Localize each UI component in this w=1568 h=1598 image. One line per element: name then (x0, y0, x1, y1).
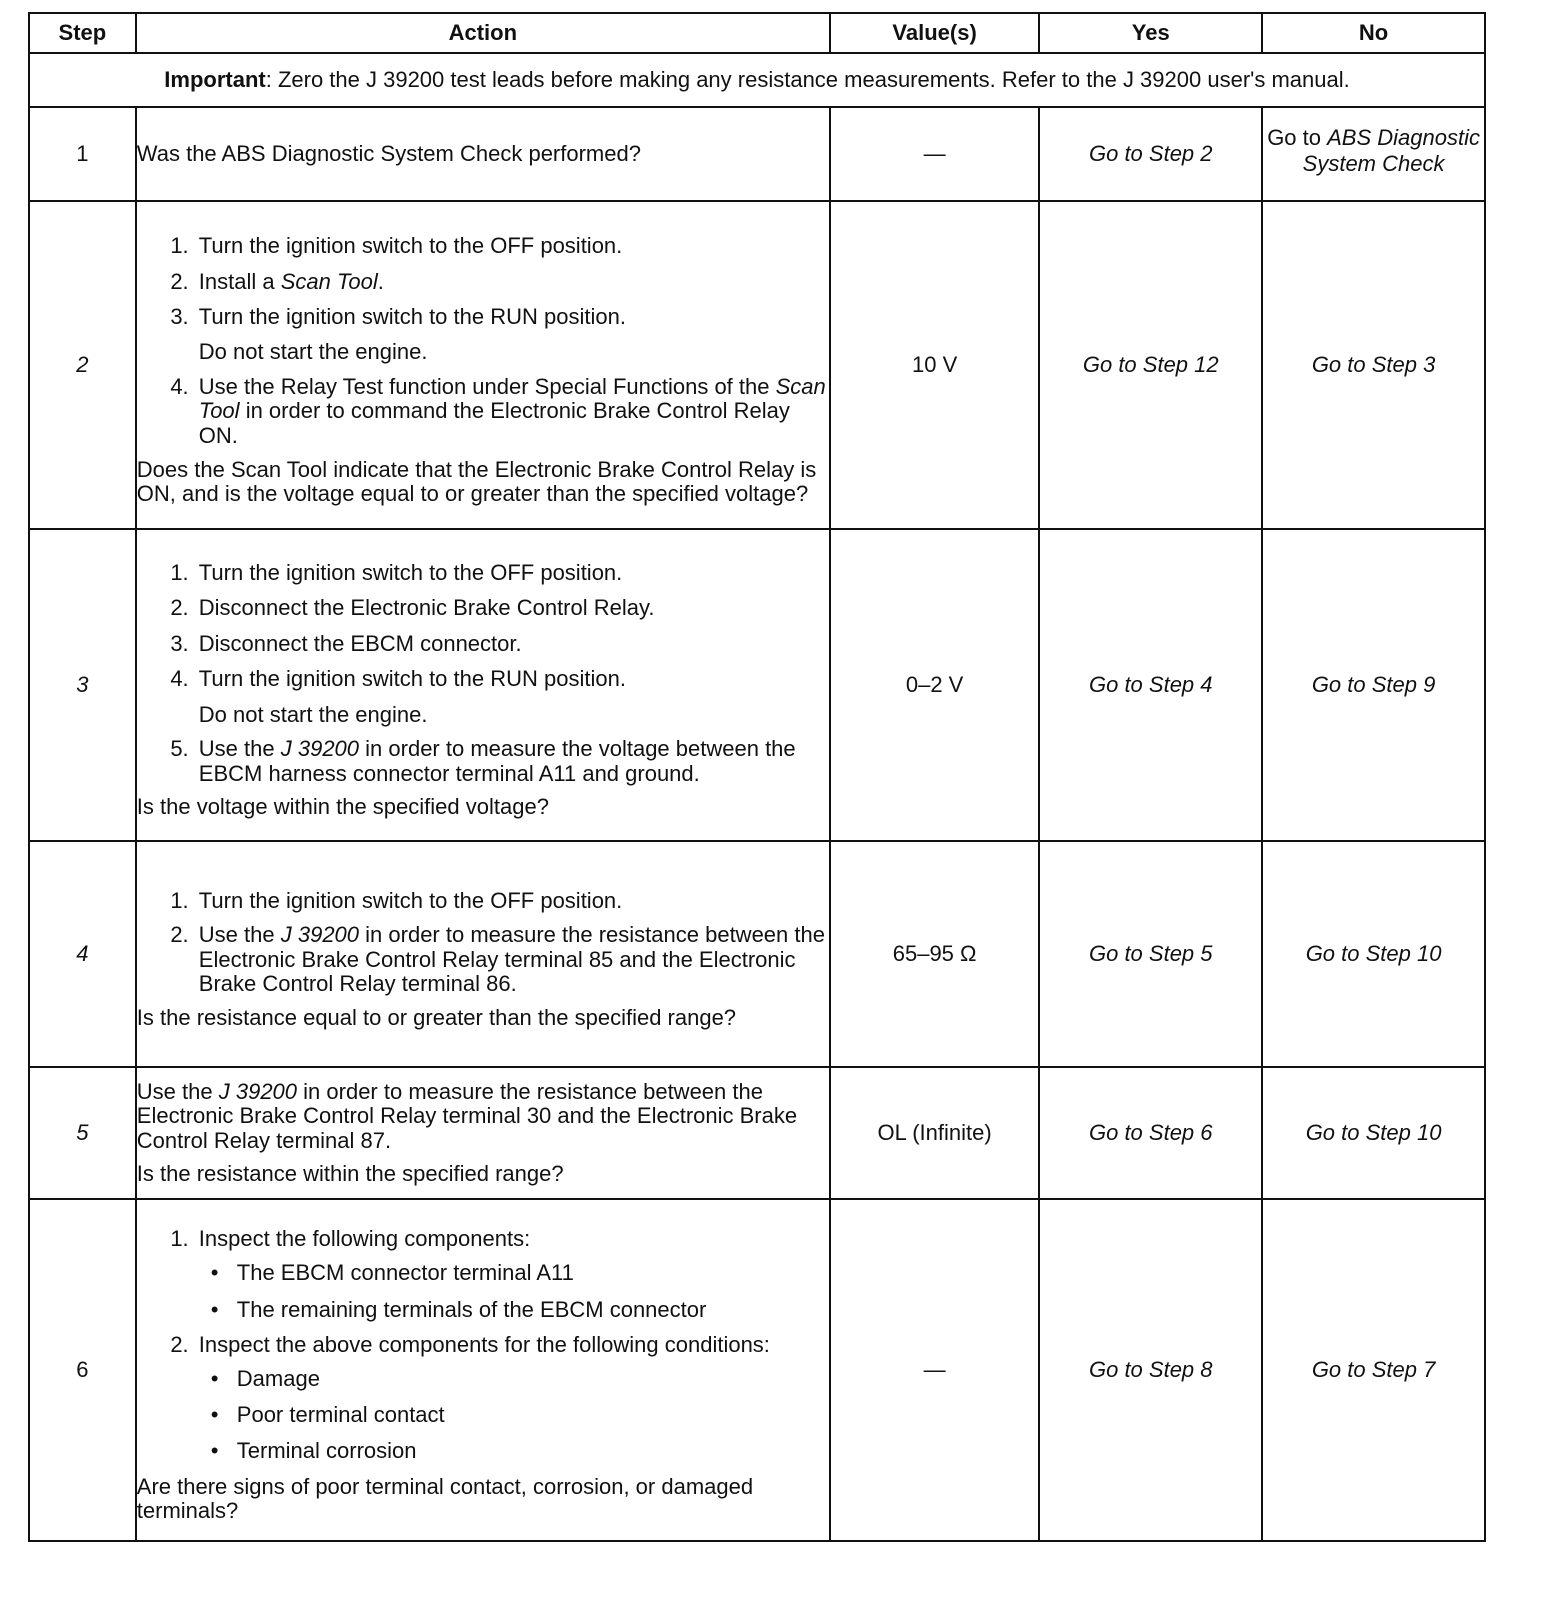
important-text: : Zero the J 39200 test leads before making any resistance measurements. Refer to the J 39200 user's manual. (265, 66, 1350, 92)
list-item: 4. Turn the ignition switch to the RUN position. Do not start the engine. (195, 666, 829, 728)
list-item: • Poor terminal contact (233, 1402, 829, 1428)
action-question: Was the ABS Diagnostic System Check performed? (136, 141, 641, 167)
list-item: 4. Use the Relay Test function under Special Functions of the Scan Tool in order to command the Electronic Brake Control Relay ON. (195, 375, 829, 449)
header-step: Step (29, 13, 136, 53)
action-question: Are there signs of poor terminal contact, corrosion, or damaged terminals? (136, 1473, 754, 1524)
important-note (29, 53, 1485, 107)
yes-cell: Go to Step 6 (1039, 1067, 1262, 1199)
action-question: Is the voltage within the specified voltage? (136, 794, 549, 820)
list-item: 1. Turn the ignition switch to the OFF position. (195, 233, 829, 259)
list-item: 1. Turn the ignition switch to the OFF position. (195, 888, 829, 914)
action-text: Use the J 39200 in order to measure the resistance between the Electronic Brake Control Relay terminal 30 and the Electronic Brake Control Relay terminal 87. (136, 1078, 798, 1153)
step-number: 4 (29, 841, 136, 1067)
action-steps (137, 888, 829, 997)
table-row (29, 107, 1485, 201)
diagnostic-table (28, 12, 1486, 1542)
action-cell (136, 1067, 830, 1199)
action-steps (137, 560, 829, 786)
value-cell: OL (Infinite) (830, 1067, 1039, 1199)
no-cell: Go to Step 10 (1262, 841, 1485, 1067)
list-item: 2. Use the J 39200 in order to measure the resistance between the Electronic Brake Control Relay terminal 85 and the Electronic Brake Control Relay terminal 86. (195, 923, 829, 997)
yes-cell: Go to Step 4 (1039, 529, 1262, 841)
list-item: 3. Turn the ignition switch to the RUN position. Do not start the engine. (195, 304, 829, 366)
action-cell (136, 529, 830, 841)
list-item: 2. Install a Scan Tool. (195, 269, 829, 295)
yes-cell: Go to Step 2 (1039, 107, 1262, 201)
no-cell (1262, 107, 1485, 201)
no-cell: Go to Step 3 (1262, 201, 1485, 529)
list-item: • The remaining terminals of the EBCM connector (233, 1297, 829, 1323)
list-item: 2. Disconnect the Electronic Brake Control Relay. (195, 595, 829, 621)
step-number: 6 (29, 1199, 136, 1541)
important-label: Important (164, 66, 266, 92)
yes-cell: Go to Step 8 (1039, 1199, 1262, 1541)
yes-cell: Go to Step 5 (1039, 841, 1262, 1067)
table-row (29, 1067, 1485, 1199)
list-item: • The EBCM connector terminal A11 (233, 1260, 829, 1286)
value-cell: — (830, 107, 1039, 201)
list-item: • Terminal corrosion (233, 1438, 829, 1464)
step-number: 5 (29, 1067, 136, 1199)
list-item: 5. Use the J 39200 in order to measure the voltage between the EBCM harness connector terminal A11 and ground. (195, 737, 829, 786)
action-steps (137, 1226, 829, 1465)
action-steps (137, 233, 829, 448)
action-question: Does the Scan Tool indicate that the Electronic Brake Control Relay is ON, and is the voltage equal to or greater than the specified voltage? (136, 456, 817, 507)
action-cell (136, 1199, 830, 1541)
no-cell: Go to Step 9 (1262, 529, 1485, 841)
diagnostic-table-page (28, 12, 1486, 1542)
value-cell: 65–95 Ω (830, 841, 1039, 1067)
step-number: 2 (29, 201, 136, 529)
value-cell: — (830, 1199, 1039, 1541)
action-cell (136, 201, 830, 529)
no-cell: Go to Step 7 (1262, 1199, 1485, 1541)
no-cell: Go to Step 10 (1262, 1067, 1485, 1199)
action-cell (136, 841, 830, 1067)
condition-list (199, 1366, 829, 1465)
table-row (29, 1199, 1485, 1541)
header-action: Action (136, 13, 830, 53)
step-number: 3 (29, 529, 136, 841)
list-item: 3. Disconnect the EBCM connector. (195, 631, 829, 657)
list-item: 1. Turn the ignition switch to the OFF position. (195, 560, 829, 586)
header-yes: Yes (1039, 13, 1262, 53)
table-row (29, 201, 1485, 529)
step-number: 1 (29, 107, 136, 201)
important-note-row (29, 53, 1485, 107)
no-link: ABS Diagnostic System Check (1302, 125, 1480, 176)
table-row (29, 841, 1485, 1067)
value-cell: 10 V (830, 201, 1039, 529)
component-list (199, 1260, 829, 1323)
header-no: No (1262, 13, 1485, 53)
action-cell (136, 107, 830, 201)
list-item: 2. Inspect the above components for the following conditions: • Damage • Poor terminal contact • Terminal corrosion (195, 1333, 829, 1465)
action-question: Is the resistance within the specified range? (136, 1160, 564, 1186)
header-row (29, 13, 1485, 53)
list-item: 1. Inspect the following components: • The EBCM connector terminal A11 • The remaining terminals of the EBCM connector (195, 1226, 829, 1323)
yes-cell: Go to Step 12 (1039, 201, 1262, 529)
list-item: • Damage (233, 1366, 829, 1392)
value-cell: 0–2 V (830, 529, 1039, 841)
action-question: Is the resistance equal to or greater than the specified range? (136, 1004, 737, 1030)
header-values: Value(s) (830, 13, 1039, 53)
table-row (29, 529, 1485, 841)
no-prefix: Go to (1267, 125, 1328, 151)
